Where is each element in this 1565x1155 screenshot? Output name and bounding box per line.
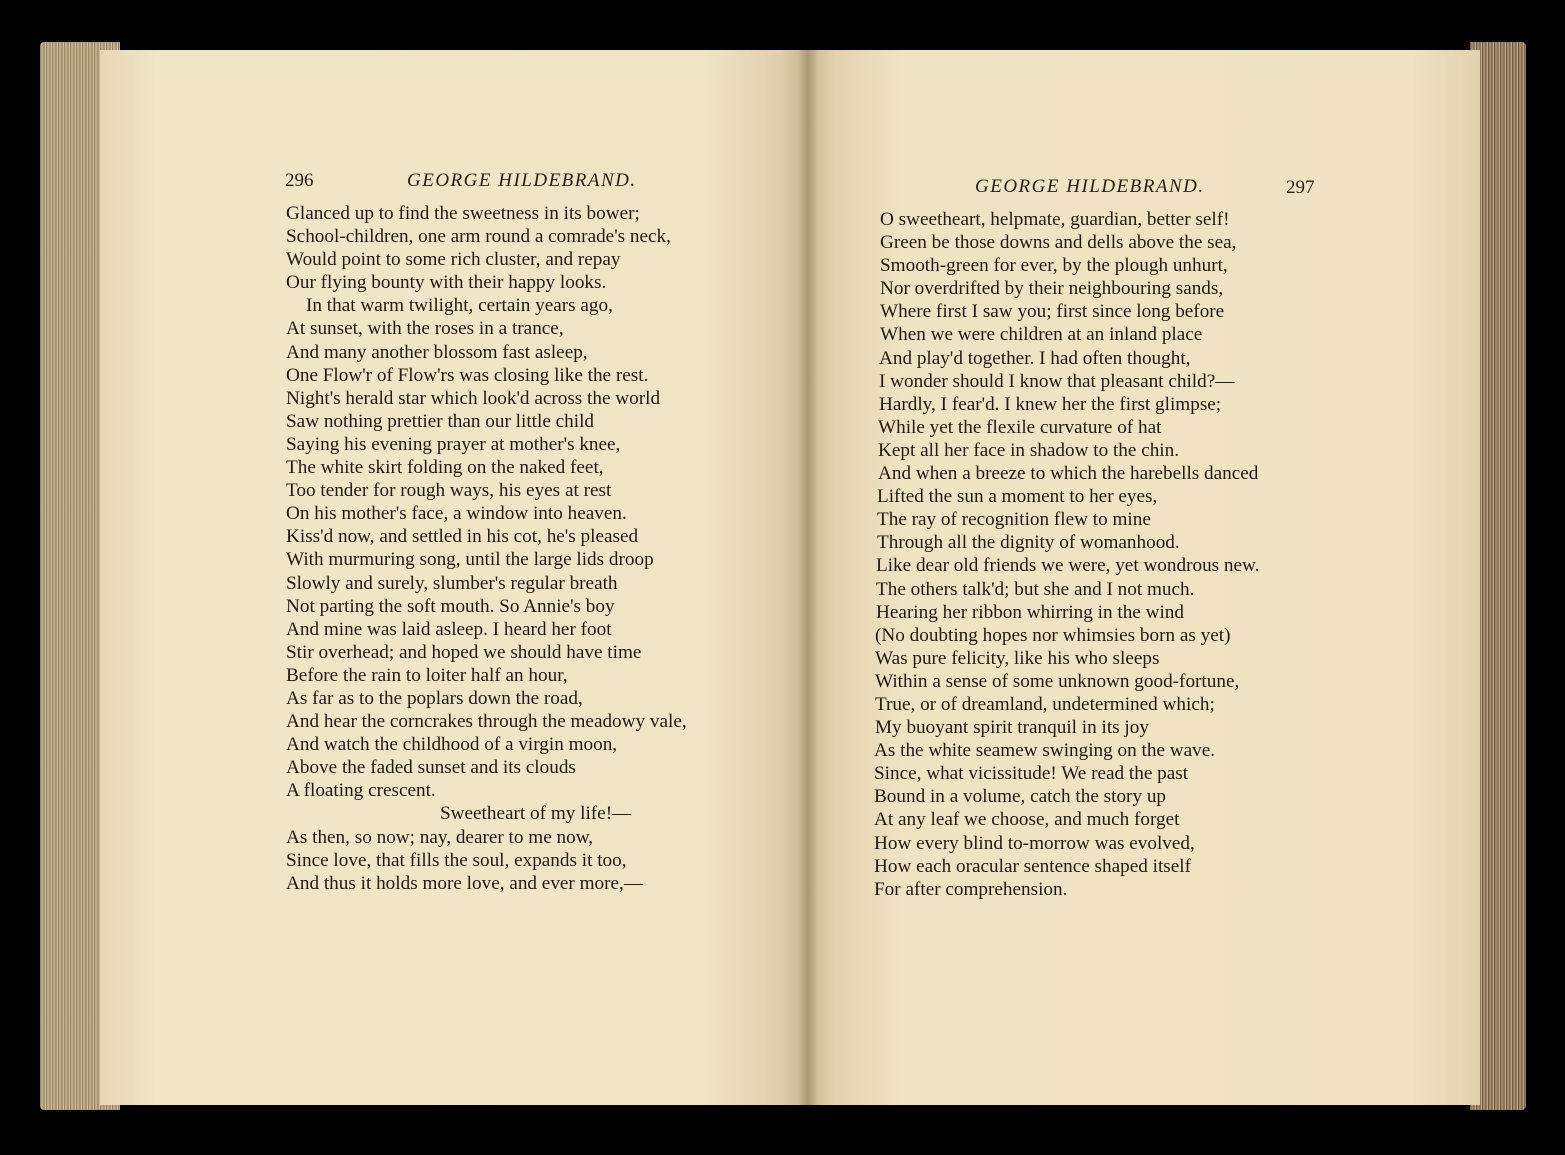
verse-line: At any leaf we choose, and much forget bbox=[874, 809, 1180, 831]
verse-line: Like dear old friends we were, yet wondrous new. bbox=[876, 555, 1260, 577]
verse-line: Where first I saw you; first since long before bbox=[880, 301, 1225, 323]
verse-line: Glanced up to find the sweetness in its bower; bbox=[286, 203, 640, 224]
verse-line: Hearing her ribbon whirring in the wind bbox=[876, 601, 1184, 623]
verse-line: As then, so now; nay, dearer to me now, bbox=[286, 826, 594, 848]
verse-line: True, or of dreamland, undetermined which; bbox=[875, 693, 1215, 715]
verse-line: At sunset, with the roses in a trance, bbox=[286, 318, 564, 340]
verse-line: And play'd together. I had often thought, bbox=[879, 347, 1191, 369]
verse-line: Saying his evening prayer at mother's knee, bbox=[286, 433, 621, 455]
verse-line: And many another blossom fast asleep, bbox=[286, 341, 588, 363]
verse-line: Night's herald star which look'd across the world bbox=[286, 387, 661, 409]
verse-line: One Flow'r of Flow'rs was closing like the rest. bbox=[286, 364, 649, 386]
verse-line: Slowly and surely, slumber's regular breath bbox=[286, 572, 618, 594]
verse-line: Was pure felicity, like his who sleeps bbox=[875, 647, 1160, 669]
verse-line: And thus it holds more love, and ever more,— bbox=[286, 872, 644, 894]
verse-line: Hardly, I fear'd. I knew her the first glimpse; bbox=[879, 393, 1222, 415]
verse-line: Lifted the sun a moment to her eyes, bbox=[877, 486, 1158, 508]
verse-line: Saw nothing prettier than our little child bbox=[286, 410, 595, 432]
verse-line: For after comprehension. bbox=[874, 878, 1068, 900]
verse-line: How every blind to-morrow was evolved, bbox=[874, 832, 1195, 854]
verse-line: The ray of recognition flew to mine bbox=[877, 509, 1151, 531]
verse-line: When we were children at an inland place bbox=[880, 324, 1203, 346]
verse-line: Would point to some rich cluster, and repay bbox=[286, 249, 621, 271]
verse-line: Stir overhead; and hoped we should have time bbox=[286, 641, 642, 663]
verse-line: And mine was laid asleep. I heard her foot bbox=[286, 618, 612, 640]
verse-line: Since love, that fills the soul, expands it too, bbox=[286, 849, 627, 871]
verse-line: Our flying bounty with their happy looks. bbox=[286, 272, 607, 294]
verse-line: The white skirt folding on the naked feet, bbox=[286, 457, 604, 479]
verse-line: How each oracular sentence shaped itself bbox=[874, 855, 1191, 877]
verse-line: And when a breeze to which the harebells danced bbox=[878, 463, 1259, 485]
verse-line: Smooth-green for ever, by the plough unhurt, bbox=[880, 255, 1228, 277]
verse-line: And watch the childhood of a virgin moon, bbox=[286, 734, 618, 756]
verse-line: (No doubting hopes nor whimsies born as yet) bbox=[875, 624, 1231, 646]
verse-line: The others talk'd; but she and I not much. bbox=[876, 578, 1195, 600]
left-page-text bbox=[286, 202, 687, 895]
verse-line: A floating crescent. bbox=[286, 780, 436, 802]
verse-line: Above the faded sunset and its clouds bbox=[286, 757, 576, 779]
verse-line: My buoyant spirit tranquil in its joy bbox=[875, 717, 1149, 739]
left-running-head bbox=[407, 170, 637, 192]
verse-line: Green be those downs and dells above the sea, bbox=[880, 232, 1237, 254]
right-running-head-text: GEORGE HILDEBRAND. bbox=[975, 176, 1205, 197]
verse-line: Not parting the soft mouth. So Annie's boy bbox=[286, 595, 615, 617]
verse-line: As far as to the poplars down the road, bbox=[286, 687, 583, 709]
verse-line: Kept all her face in shadow to the chin. bbox=[878, 439, 1180, 461]
verse-line: In that warm twilight, certain years ago, bbox=[306, 295, 613, 317]
left-page-number: 296 bbox=[285, 170, 314, 191]
right-running-head bbox=[975, 176, 1205, 198]
verse-line: Since, what vicissitude! We read the past bbox=[874, 763, 1189, 785]
verse-line: Bound in a volume, catch the story up bbox=[874, 786, 1167, 808]
verse-line: And hear the corncrakes through the meadowy vale, bbox=[286, 711, 687, 733]
verse-line: With murmuring song, until the large lids droop bbox=[286, 549, 654, 571]
right-page-text bbox=[874, 208, 1259, 901]
verse-line: Within a sense of some unknown good-fortune, bbox=[875, 670, 1240, 692]
verse-line: Nor overdrifted by their neighbouring sands, bbox=[880, 278, 1224, 300]
verse-line: On his mother's face, a window into heaven. bbox=[286, 503, 627, 525]
verse-line: School-children, one arm round a comrade's neck, bbox=[286, 226, 671, 248]
verse-line: Sweetheart of my life!— bbox=[440, 803, 632, 825]
right-page-number: 297 bbox=[1286, 177, 1315, 198]
verse-line: Too tender for rough ways, his eyes at rest bbox=[286, 480, 612, 502]
left-running-head-text: GEORGE HILDEBRAND. bbox=[407, 170, 637, 191]
verse-line: O sweetheart, helpmate, guardian, better self! bbox=[880, 209, 1230, 230]
verse-line: Kiss'd now, and settled in his cot, he's pleased bbox=[286, 526, 639, 548]
verse-line: Through all the dignity of womanhood. bbox=[877, 532, 1180, 554]
verse-line: As the white seamew swinging on the wave. bbox=[874, 740, 1216, 762]
verse-line: Before the rain to loiter half an hour, bbox=[286, 664, 568, 686]
verse-line: While yet the flexile curvature of hat bbox=[878, 416, 1162, 438]
book-gutter bbox=[798, 50, 818, 1105]
verse-line: I wonder should I know that pleasant child?— bbox=[879, 370, 1235, 392]
